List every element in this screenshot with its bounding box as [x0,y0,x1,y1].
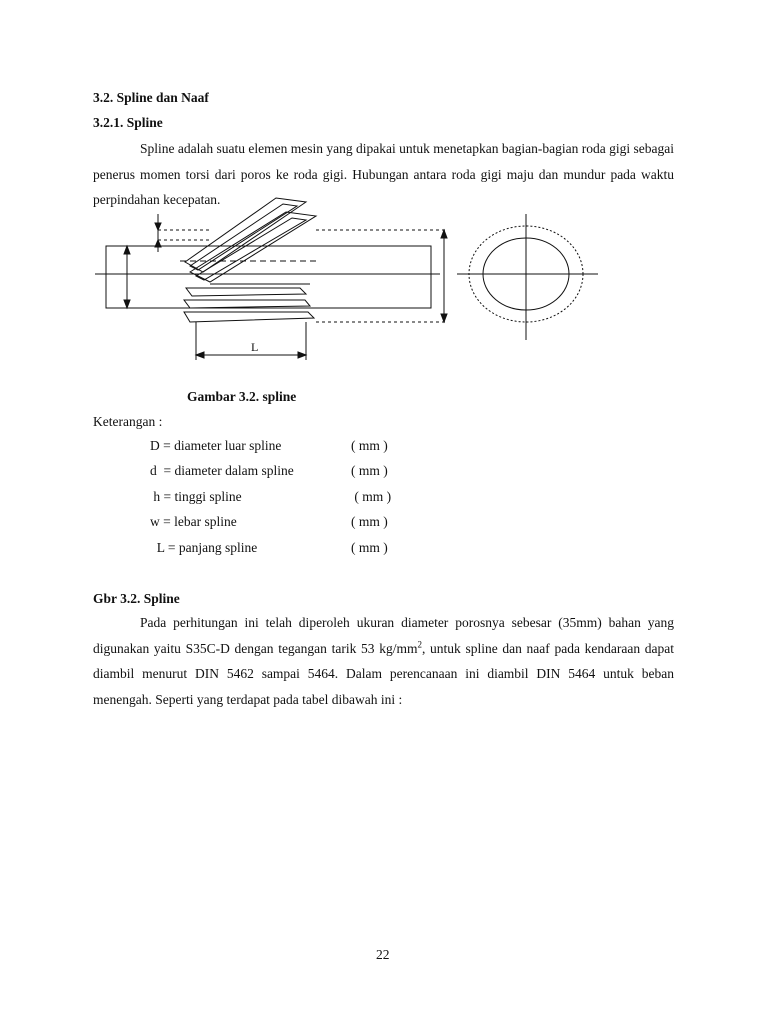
legend-unit: ( mm ) [351,438,388,453]
page-number: 22 [376,947,390,962]
spline-diagram [0,0,768,380]
legend-unit: ( mm ) [351,514,388,529]
section2-title: Gbr 3.2. Spline [93,591,180,606]
superscript: 2 [417,639,422,649]
legend-definition: w = lebar spline [150,514,237,529]
spline-figure [0,0,768,380]
section-title: 3.2. Spline dan Naaf [93,90,209,105]
legend-title: Keterangan : [93,414,163,429]
legend-definition: d = diameter dalam spline [150,463,294,478]
legend-definition: L = panjang spline [150,540,258,555]
legend-definition: h = tinggi spline [150,489,242,504]
paragraph-text-cont: , untuk spline dan naaf pada kendaraan dapat diambil menurut DIN 5462 sampai 5464. Dalam perencanaan ini diambil DIN 5464 untuk beban menengah. Seperti yang terdapat pada tabel dibawah ini : [93,640,674,707]
figure-caption: Gambar 3.2. spline [187,389,297,404]
length-label: L [251,340,259,354]
subsection-title: 3.2.1. Spline [93,115,163,130]
legend-unit: ( mm ) [351,489,392,504]
legend-unit: ( mm ) [351,463,388,478]
spline-tooth-2 [190,212,316,282]
legend-definition: D = diameter luar spline [150,438,282,453]
spline-tooth-4 [184,300,310,308]
body-paragraph [93,610,674,712]
spline-tooth-3 [186,288,306,296]
intro-paragraph: Spline adalah suatu elemen mesin yang dipakai untuk menetapkan bagian-bagian roda gigi sebagai penerus momen torsi dari poros ke roda gigi. Hubungan antara roda gigi maju dan mundur pada waktu perpindahan kecepatan. [93,141,674,207]
spline-tooth-5 [184,312,314,322]
legend-unit: ( mm ) [351,540,388,555]
shaft-body [106,246,431,308]
paragraph-text: Pada perhitungan ini telah diperoleh ukuran diameter porosnya sebesar (35mm) bahan yang digunakan yaitu S35C-D dengan tegangan tarik 53 kg/mm [93,615,674,656]
